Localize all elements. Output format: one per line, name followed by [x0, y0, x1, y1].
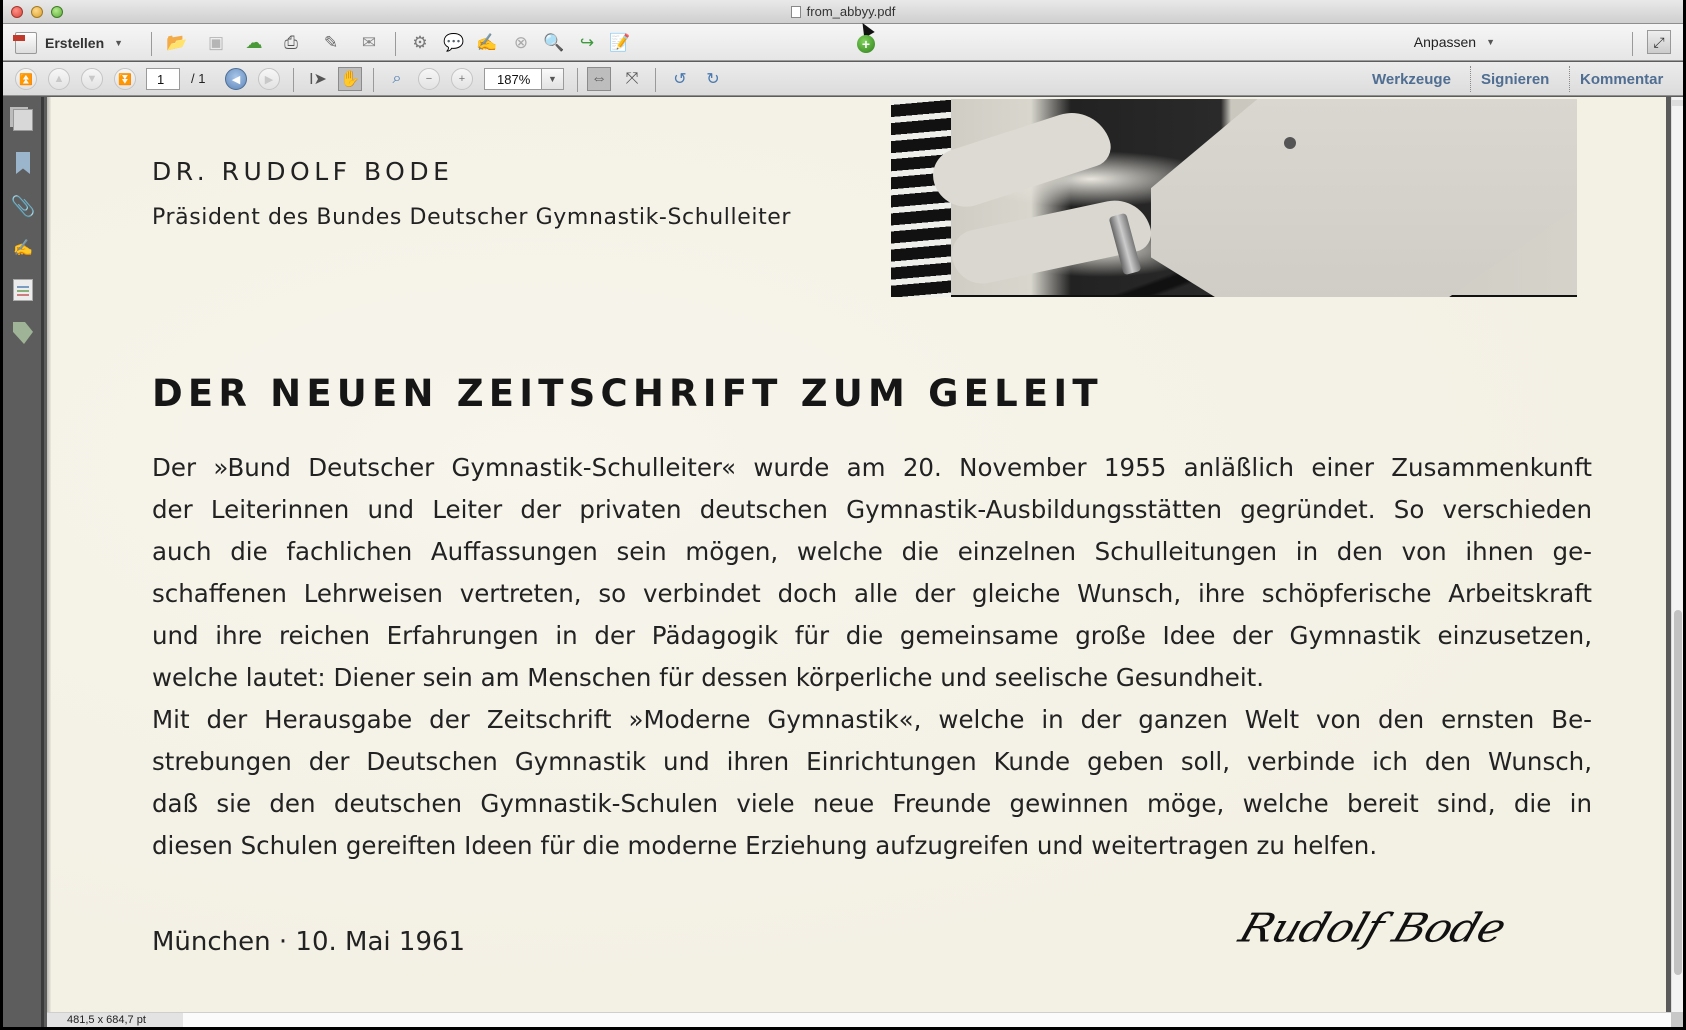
arrow-left-icon: ◀ [231, 73, 241, 86]
body-line: der Leiterinnen und Leiter der privaten deutschen Gymnastik-Ausbildungsstätten gegründet. So verschieden [152, 495, 1592, 524]
find-in-document-button[interactable] [542, 31, 566, 55]
save-icon: ▣ [207, 33, 225, 52]
body-line: schaffenen Lehrweisen vertreten, so verbindet doch alle der gleiche Wunsch, ihre schöpferische Arbeitskraft [152, 579, 1592, 608]
highlight-text-icon: ✍ [476, 33, 498, 52]
body-line: welche lautet: Diener sein am Menschen für dessen körperliche und seelische Gesundheit. [152, 663, 1265, 692]
body-line: und ihre reichen Erfahrungen in der Pädagogik für die gemeinsame große Idee der Gymnastik einzusetzen, [152, 621, 1592, 650]
last-page-button[interactable] [114, 68, 136, 90]
toolbar-divider [1632, 32, 1633, 56]
toolbar-divider [577, 68, 578, 92]
window-title [3, 4, 1683, 19]
scrollbar-top-cap [1672, 100, 1683, 106]
cloud-upload-icon: ☁ [245, 33, 263, 52]
open-file-button[interactable] [165, 31, 189, 55]
print-icon: ⎙ [284, 33, 298, 52]
tab-divider [1569, 66, 1570, 92]
add-copy-cursor-icon: + [857, 35, 875, 53]
last-page-icon: ⏬ [118, 73, 132, 86]
photo-sleeve [1151, 99, 1577, 297]
search-document-icon: 🔍 [543, 33, 565, 52]
edit-document-button[interactable] [319, 31, 343, 55]
plus-icon: + [458, 73, 466, 85]
navigation-toolbar [3, 62, 1683, 96]
pdf-viewer-window [3, 0, 1683, 1027]
place-date: München · 10. Mai 1961 [152, 927, 466, 957]
photo-hand [926, 103, 1116, 216]
previous-view-button[interactable] [225, 68, 247, 90]
tab-divider [1470, 66, 1471, 92]
piano-hands-photo [891, 99, 1577, 297]
arrow-right-icon: ▶ [264, 73, 274, 86]
comment-bubble-icon: 💬 [443, 33, 465, 52]
marquee-zoom-button[interactable] [385, 67, 409, 91]
previous-page-button[interactable] [48, 68, 70, 90]
navigation-panel [3, 97, 44, 1027]
highlight-text-button[interactable] [475, 31, 499, 55]
body-line: Mit der Herausgabe der Zeitschrift »Moderne Gymnastik«, welche in der ganzen Welt von den ernsten Be- [152, 705, 1592, 734]
rotate-ccw-icon: ↺ [673, 71, 687, 88]
rotate-counterclockwise-button[interactable] [668, 67, 692, 91]
expand-arrows-icon: ⤢ [1653, 33, 1665, 50]
tab-comment[interactable]: Kommentar [1580, 71, 1664, 88]
article-body [152, 447, 1592, 867]
bookmarks-icon[interactable] [16, 152, 30, 174]
fullscreen-button[interactable] [1647, 30, 1671, 54]
tab-tools[interactable]: Werkzeuge [1372, 71, 1451, 88]
body-line: strebungen der Deutschen Gymnastik und ihren Einrichtungen Kunde geben soll, verbinde ich den Wunsch, [152, 747, 1592, 776]
delete-page-icon: ⊗ [513, 33, 529, 52]
email-icon: ✉ [361, 33, 377, 52]
author-role: Präsident des Bundes Deutscher Gymnastik-Schulleiter [152, 205, 792, 230]
chevron-down-icon: ▼ [114, 38, 124, 48]
email-button[interactable] [357, 31, 381, 55]
arrow-up-icon: ▲ [53, 73, 65, 85]
fit-width-button[interactable] [587, 67, 611, 91]
toolbar-divider [151, 32, 152, 56]
zoom-level-dropdown[interactable] [542, 68, 564, 90]
window-title-text: from_abbyy.pdf [806, 4, 896, 19]
zoom-in-button[interactable] [451, 68, 473, 90]
next-view-button[interactable] [258, 68, 280, 90]
zoom-out-button[interactable] [418, 68, 440, 90]
customize-label: Anpassen [1413, 34, 1477, 50]
create-pdf-icon [15, 32, 37, 54]
export-button[interactable] [575, 31, 599, 55]
pdf-document-icon [791, 6, 801, 18]
body-line: diesen Schulen gereiften Ideen für die moderne Erziehung aufzugreifen und weitertragen zu helfen. [152, 831, 1378, 860]
select-tool-button[interactable] [306, 67, 330, 91]
text-cursor-arrow-icon: I➤ [309, 71, 327, 88]
toolbar-divider [655, 68, 656, 92]
next-page-button[interactable] [81, 68, 103, 90]
toolbar-divider [395, 32, 396, 56]
zoom-region-icon: ⌕ [392, 70, 402, 87]
hand-tool-button[interactable] [338, 67, 362, 91]
page-total: / 1 [191, 71, 206, 86]
fit-page-icon: ⤧ [625, 70, 639, 87]
create-label: Erstellen [45, 35, 105, 51]
open-folder-icon: 📂 [166, 33, 188, 52]
add-comment-button[interactable] [442, 31, 466, 55]
fit-page-button[interactable] [620, 67, 644, 91]
toolbar-divider [373, 68, 374, 92]
body-line: auch die fachlichen Auffassungen sein mögen, welche die einzelnen Schulleitungen in den von ihnen ge- [152, 537, 1592, 566]
chevron-down-icon: ▼ [548, 74, 557, 84]
article-heading: DER NEUEN ZEITSCHRIFT ZUM GELEIT [152, 372, 1103, 415]
arrow-down-icon: ▼ [86, 73, 98, 85]
pdf-page [51, 97, 1666, 1012]
chevron-down-icon: ▼ [1486, 37, 1495, 47]
fit-width-icon: ⇔ [591, 70, 607, 87]
export-document-icon: ↪ [579, 33, 595, 52]
layers-content-icon[interactable] [13, 279, 33, 301]
author-name: DR. RUDOLF BODE [152, 157, 454, 186]
print-button[interactable] [279, 31, 303, 55]
cloud-upload-button[interactable] [242, 31, 266, 55]
main-toolbar [3, 24, 1683, 61]
tab-sign[interactable]: Signieren [1481, 71, 1550, 88]
first-page-button[interactable] [15, 68, 37, 90]
signatures-icon[interactable]: ✍ [13, 240, 33, 257]
document-viewport[interactable] [47, 97, 1666, 1012]
body-line: Der »Bund Deutscher Gymnastik-Schulleiter« wurde am 20. November 1955 anläßlich einer Zusammenkunft [152, 453, 1592, 482]
create-menu-button[interactable] [15, 32, 123, 54]
attachments-icon[interactable]: 📎 [10, 195, 36, 218]
settings-button[interactable] [408, 31, 432, 55]
tags-icon[interactable] [13, 322, 33, 344]
rotate-clockwise-button[interactable] [701, 67, 725, 91]
photo-cuff-button [1284, 137, 1296, 149]
first-page-icon: ⏫ [19, 73, 33, 86]
edit-document-icon: ✎ [323, 33, 339, 52]
scrollbar-thumb[interactable] [1674, 610, 1682, 975]
toolbar-divider [293, 68, 294, 92]
page-dimensions: 481,5 x 684,7 pt [47, 1013, 183, 1027]
minus-icon: − [425, 73, 433, 85]
zoom-level-input[interactable]: 187% [484, 68, 542, 90]
gear-icon: ⚙ [412, 33, 428, 52]
fill-form-button[interactable] [608, 31, 632, 55]
save-button[interactable] [204, 31, 228, 55]
pages-thumbnail-icon[interactable] [13, 109, 33, 131]
title-bar [3, 0, 1683, 24]
status-bar [47, 1012, 1683, 1027]
resize-corner[interactable] [1671, 1012, 1683, 1027]
customize-menu-button[interactable] [1414, 34, 1495, 50]
body-line: daß sie den deutschen Gymnastik-Schulen viele neue Freunde gewinnen möge, welche bereit sind, die in [152, 789, 1592, 818]
rotate-cw-icon: ↻ [706, 71, 720, 88]
handwritten-signature: Rudolf Bode [1233, 905, 1511, 952]
delete-pages-button[interactable] [509, 31, 533, 55]
piano-keys [891, 99, 951, 297]
form-edit-icon: 📝 [609, 33, 631, 52]
hand-icon: ✋ [340, 71, 360, 88]
page-number-input[interactable]: 1 [146, 68, 180, 90]
